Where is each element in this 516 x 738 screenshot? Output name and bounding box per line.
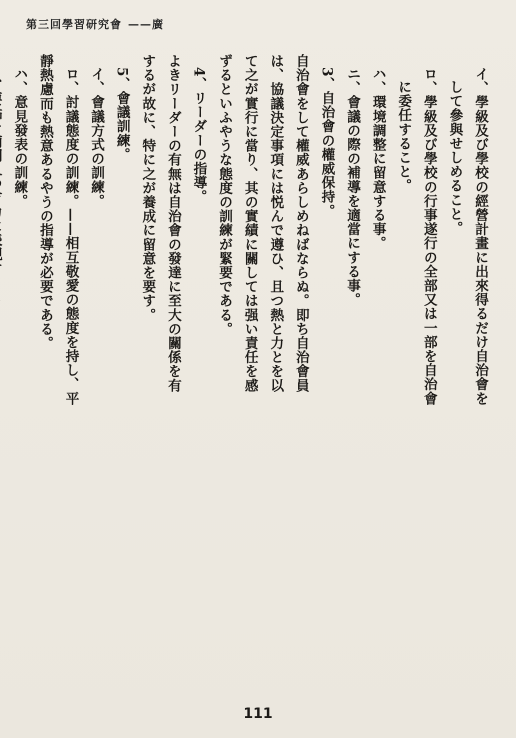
page-number: 111 <box>243 706 273 722</box>
text-column: よきリーダーの有無は自治會の發達に至大の關係を有 <box>164 54 181 393</box>
text-column: て之が實行に當り、其の實績に關しては强い責任を感 <box>241 54 258 393</box>
text-column <box>0 54 6 694</box>
text-column: は、協議決定事項には悦んで遵ひ、且つ熱と力とを以 <box>267 54 284 393</box>
vertical-body-text <box>11 54 492 694</box>
text-column: ハ、意見發表の訓練。 <box>11 67 28 208</box>
text-column: ずるといふやうな態度の訓練が緊要である。 <box>216 54 233 336</box>
text-column: イ、會議方式の訓練。 <box>88 67 105 208</box>
text-column: 靜熱慮而も熱意あるやうの指導が必要である。 <box>36 54 53 351</box>
text-column: に委任すること。 <box>395 80 412 193</box>
text-column: 4、リーダーの指導。 <box>190 67 207 204</box>
text-column: するが故に、特に之が養成に留意を要す。 <box>139 54 156 322</box>
header-title: 第三回學習研究會 <box>26 18 122 31</box>
header-dash: —— <box>128 18 152 31</box>
header-author: 廣 <box>152 18 164 31</box>
text-column: 自治會をして權威あらしめねばならぬ。即ち自治會員 <box>292 54 309 393</box>
text-column: 5、會議訓練。 <box>113 67 130 162</box>
text-column: 3、自治會の權威保持。 <box>318 67 335 218</box>
text-column: ロ、討議態度の訓練。——相互敬愛の態度を持し、平 <box>62 67 79 406</box>
text-column: して參與せしめること。 <box>446 80 463 236</box>
text-column: ニ、會議の際の補導を適當にする事。 <box>344 67 361 307</box>
text-column: ハ、環境調整に留意する事。 <box>369 67 386 251</box>
text-column: イ、學級及び學校の經營計畫に出來得るだけ自治會を <box>472 67 488 406</box>
running-header <box>26 16 164 32</box>
text-column: ロ、學級及び學校の行事遂行の全部又は一部を自治會 <box>420 67 437 406</box>
